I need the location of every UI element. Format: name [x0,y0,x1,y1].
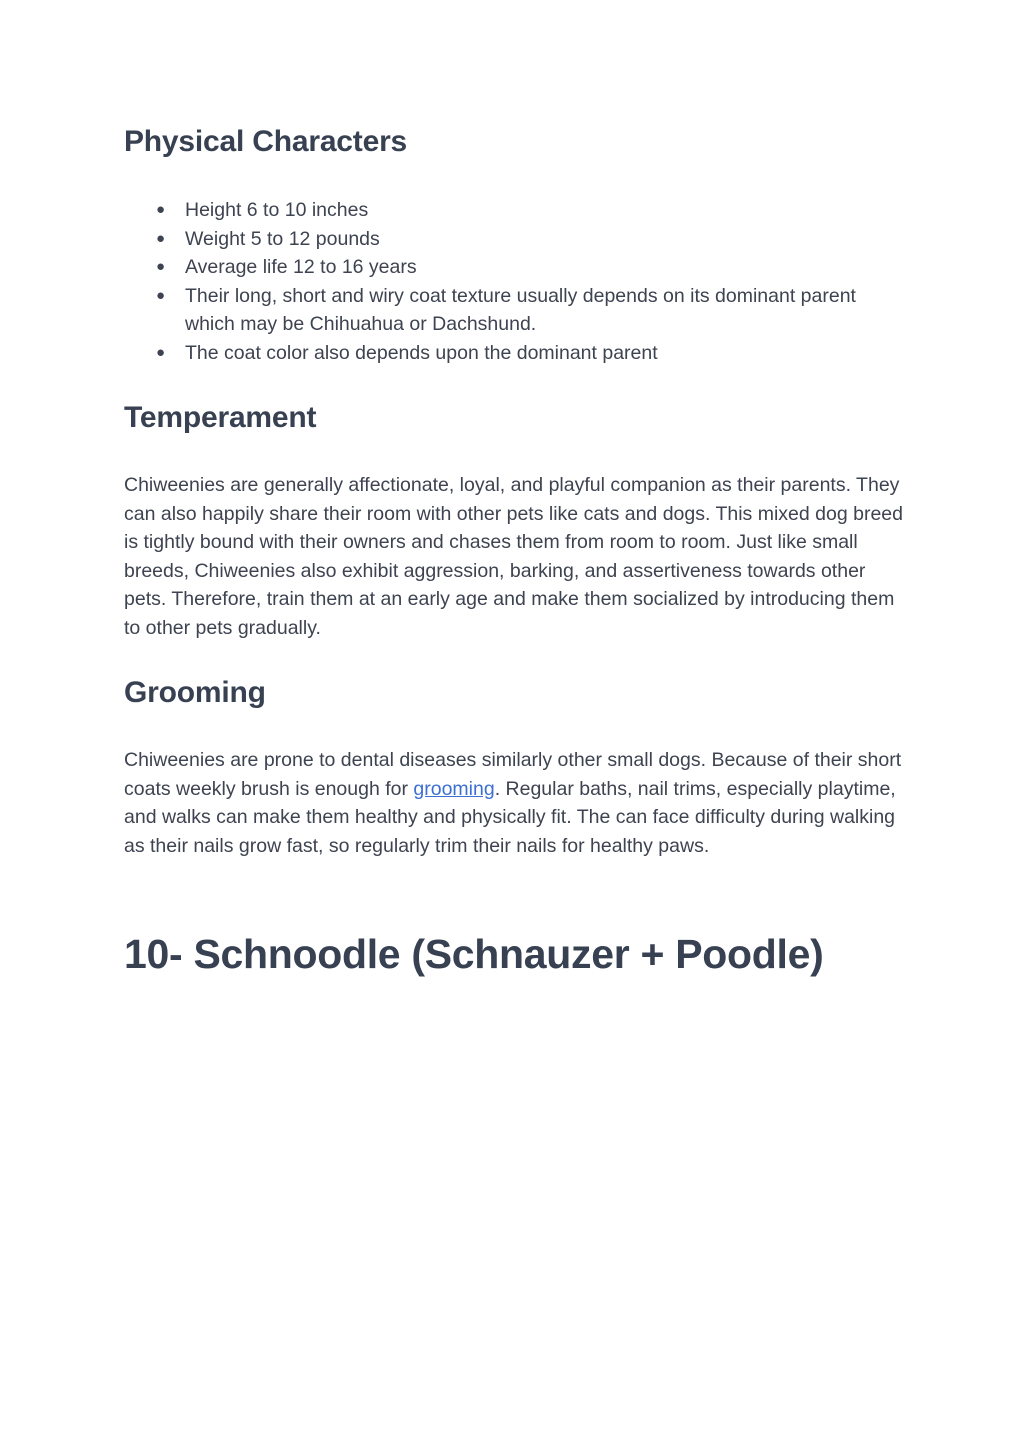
breed-heading-schnoodle: 10- Schnoodle (Schnauzer + Poodle) [124,931,824,977]
list-item-text: Average life 12 to 16 years [185,256,417,278]
bullet-icon: ● [156,286,166,304]
list-item-text: Their long, short and wiry coat texture usually depends on its dominant parent which may be Chihuahua or Dachshund. [185,284,856,335]
list-item [124,225,904,254]
list-item [124,339,904,368]
bullet-icon: ● [156,229,166,247]
section-heading-temperament: Temperament [124,401,317,434]
bullet-icon: ● [156,201,166,218]
grooming-link[interactable]: grooming [413,777,495,800]
section-heading-physical-characters: Physical Characters [124,125,408,158]
list-item-text: The coat color also depends upon the dominant parent [185,341,658,364]
bullet-icon: ● [156,258,166,275]
list-item [124,282,904,339]
grooming-text-before: Chiweenies are prone to dental diseases similarly other small dogs. Because of their short coats weekly brush is enough for [124,749,902,800]
physical-characters-list [124,196,904,367]
list-item-text: Weight 5 to 12 pounds [185,227,380,250]
section-heading-grooming: Grooming [124,676,266,709]
list-item [124,253,904,282]
grooming-text-after: . Regular baths, nail trims, especially playtime, and walks can make them healthy and physically fit. The can face difficulty during walking as their nails grow fast, so regularly trim their nails for healthy paws. [124,777,896,857]
list-item [124,196,904,225]
list-item-text: Height 6 to 10 inches [185,199,369,221]
temperament-paragraph: Chiweenies are generally affectionate, loyal, and playful companion as their parents. They can also happily share their room with other pets like cats and dogs. This mixed dog breed is tightly bound with their owners and chases them from room to room. Just like small breeds, Chiweenies also exhibit aggression, barking, and assertiveness towards other pets. Therefore, train them at an early age and make them socialized by introducing them to other pets gradually. [124,474,903,639]
bullet-icon: ● [156,343,166,361]
grooming-paragraph [124,746,904,860]
